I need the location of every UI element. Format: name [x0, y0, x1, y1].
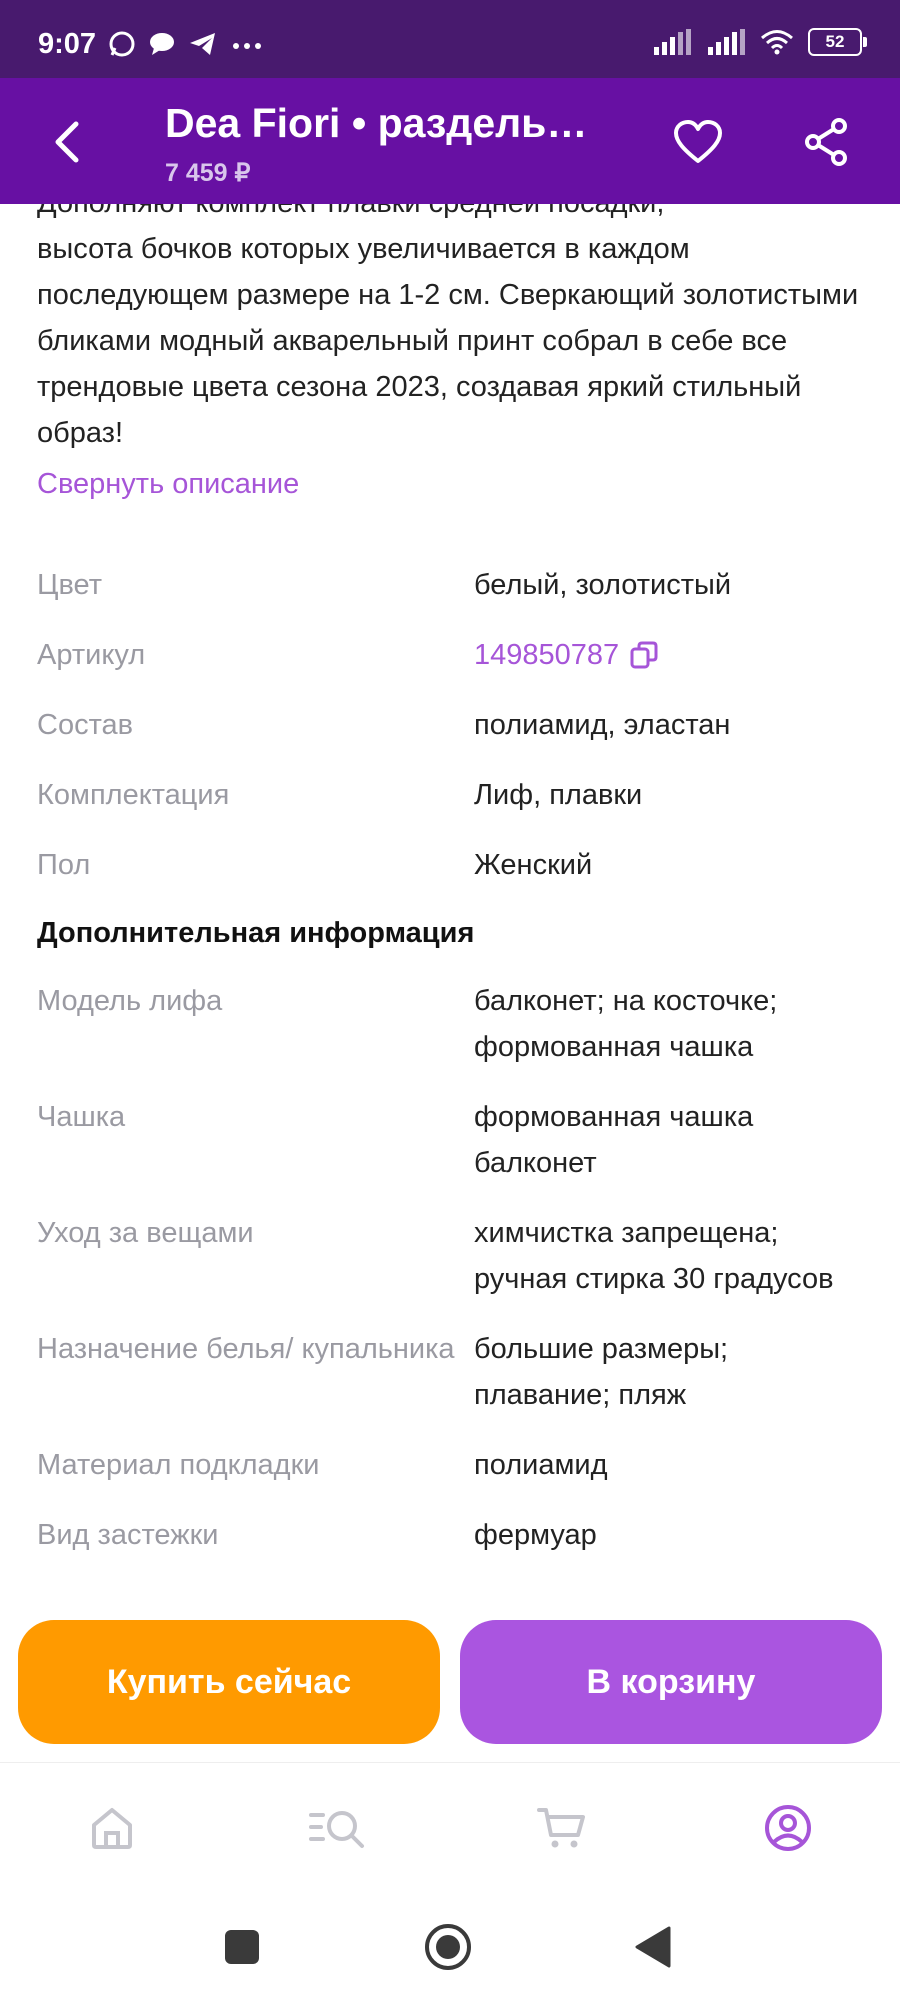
property-value: большие размеры; плавание; пляж — [474, 1333, 729, 1411]
signal-icon — [652, 29, 692, 55]
back-system-button[interactable] — [623, 1917, 683, 1977]
property-row — [37, 1430, 867, 1500]
nav-home[interactable] — [77, 1793, 147, 1863]
property-value: Лиф, плавки — [474, 779, 643, 811]
product-description — [37, 180, 867, 456]
property-row — [37, 830, 867, 900]
system-icons — [652, 28, 862, 56]
cart-icon — [536, 1805, 588, 1851]
property-value: формованная чашка балконет — [474, 1101, 754, 1179]
article-value[interactable] — [474, 632, 854, 678]
message-icon — [148, 30, 176, 58]
property-label: Вид застежки — [37, 1519, 219, 1551]
article-number[interactable]: 149850787 — [474, 639, 620, 671]
nav-cart[interactable] — [527, 1793, 597, 1863]
collapse-description-link[interactable]: Свернуть описание — [37, 468, 300, 500]
home-icon — [89, 1805, 135, 1851]
property-row — [37, 550, 867, 620]
property-row — [37, 690, 867, 760]
property-value: фермуар — [474, 1519, 597, 1551]
triangle-back-icon — [633, 1925, 673, 1969]
additional-info-title: Дополнительная информация — [37, 917, 475, 949]
square-icon — [222, 1927, 262, 1967]
property-value: балконет; на косточке; формованная чашка — [474, 985, 778, 1063]
buy-now-button[interactable]: Купить сейчас — [18, 1620, 440, 1744]
status-bar — [0, 0, 900, 78]
back-button[interactable] — [36, 112, 96, 172]
property-label: Назначение белья/ купальника — [37, 1333, 455, 1365]
product-details[interactable] — [0, 180, 900, 1760]
property-row — [37, 966, 867, 1082]
property-value: полиамид, эластан — [474, 709, 731, 741]
notification-icons — [108, 30, 264, 58]
property-label: Чашка — [37, 1101, 126, 1133]
property-label: Материал подкладки — [37, 1449, 320, 1481]
property-row — [37, 1500, 867, 1570]
arrow-left-icon — [50, 120, 82, 164]
circle-icon — [423, 1922, 473, 1972]
description-text: высота бочков которых увеличивается в каждом последующем размере на 1-2 см. Сверкающий золотистыми бликами модный акварельный принт собрал в себе все трендовые цвета сезона 2023, создавая яркий стильный образ! — [37, 233, 859, 449]
status-time: 9:07 — [38, 28, 97, 60]
recents-button[interactable] — [212, 1917, 272, 1977]
heart-icon — [673, 119, 723, 165]
copy-icon[interactable] — [629, 640, 659, 670]
property-row — [37, 620, 867, 690]
property-label: Комплектация — [37, 779, 230, 811]
property-value: полиамид — [474, 1449, 608, 1481]
purchase-actions — [0, 1610, 900, 1760]
property-value: белый, золотистый — [474, 569, 732, 601]
product-price: 7 459 ₽ — [165, 159, 251, 187]
property-label: Модель лифа — [37, 985, 223, 1017]
properties-list — [37, 550, 867, 1570]
property-row — [37, 1314, 867, 1430]
favorite-button[interactable] — [668, 112, 728, 172]
property-label: Пол — [37, 849, 91, 881]
property-value: химчистка запрещена; ручная стирка 30 градусов — [474, 1217, 834, 1295]
system-navigation — [0, 1892, 900, 2000]
whatsapp-icon — [108, 30, 136, 58]
wifi-icon — [760, 29, 794, 55]
property-row — [37, 760, 867, 830]
signal-icon-2 — [706, 29, 746, 55]
property-label: Уход за вещами — [37, 1217, 254, 1249]
add-to-cart-button[interactable]: В корзину — [460, 1620, 882, 1744]
battery-indicator: 52 — [808, 28, 862, 56]
property-row — [37, 1082, 867, 1198]
property-row — [37, 1198, 867, 1314]
property-label: Состав — [37, 709, 134, 741]
nav-profile[interactable] — [753, 1793, 823, 1863]
telegram-icon — [188, 30, 218, 58]
more-icon — [230, 30, 264, 58]
share-icon — [803, 117, 849, 167]
home-system-button[interactable] — [418, 1917, 478, 1977]
catalog-search-icon — [308, 1805, 368, 1851]
app-header — [0, 78, 900, 204]
share-button[interactable] — [796, 112, 856, 172]
nav-catalog[interactable] — [303, 1793, 373, 1863]
property-value: Женский — [474, 849, 593, 881]
property-label: Артикул — [37, 639, 146, 671]
profile-icon — [763, 1803, 813, 1853]
bottom-navigation — [0, 1762, 900, 1893]
property-label: Цвет — [37, 569, 102, 601]
product-title: Dea Fiori • раздель… — [165, 100, 588, 146]
